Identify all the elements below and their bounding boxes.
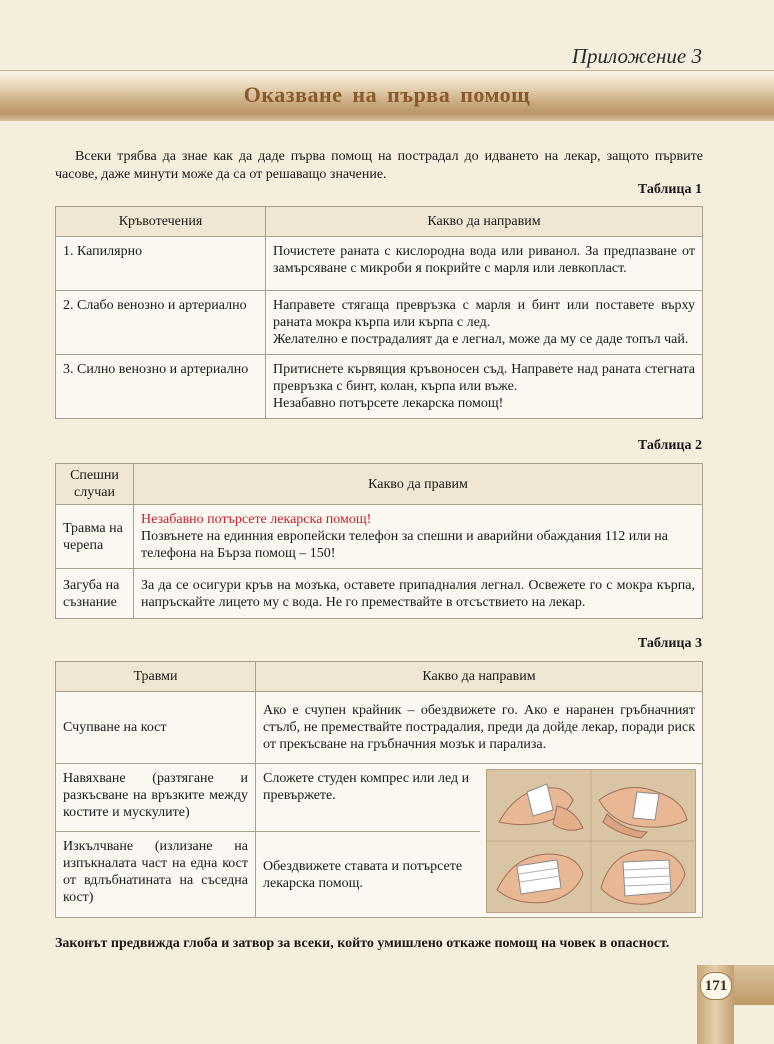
bleeding-action (266, 355, 703, 419)
table-header-row (56, 464, 703, 505)
bleeding-action (266, 237, 703, 291)
column-header: Кръвотечения (56, 207, 266, 237)
bleeding-type: 2. Слабо венозно и артериално (56, 291, 266, 355)
emergency-action (134, 505, 703, 569)
column-header: Какво да направим (266, 207, 703, 237)
action-line: Направете стягаща превръзка с марля и бинт или поставете върху раната мокра кърпа или кърпа с лед. (273, 298, 695, 330)
law-note: Законът предвижда глоба и затвор за всеки, който умишлено откаже помощ на човек в опасност. (55, 936, 670, 951)
column-header: Какво да направим (256, 662, 703, 692)
injury-type: Изкълчване (излизане на изпъкналата част на една кост от вдлъбнатината на съседна кост) (56, 832, 256, 918)
page-number: 171 (700, 972, 732, 1000)
emergency-case: Травма на черепа (56, 505, 134, 569)
table-row (56, 237, 703, 291)
injury-type: Счупване на кост (56, 692, 256, 764)
injury-action: Обездвижете ставата и потърсете лекарска помощ. (256, 832, 480, 918)
table-header-row (56, 207, 703, 237)
table3-caption: Таблица 3 (637, 636, 702, 651)
injury-action: Ако е счупен крайник – обездвижете го. Ако е наранен гръбначният стълб, не премествайте пострадалия, преди да дойде лекар, поради риск от прекъсване на гръбначния мозък и парализа. (256, 692, 703, 764)
table1-caption: Таблица 1 (637, 182, 702, 197)
page-edge-tab (734, 965, 774, 1005)
table3 (55, 661, 703, 918)
bleeding-action (266, 291, 703, 355)
table2 (55, 463, 703, 619)
appendix-label: Приложение 3 (571, 44, 702, 68)
bleeding-type: 3. Силно венозно и артериално (56, 355, 266, 419)
table-row (56, 692, 703, 764)
table-row (56, 291, 703, 355)
column-header: Какво да правим (134, 464, 703, 505)
column-header: Травми (56, 662, 256, 692)
action-line: Почистете раната с кислородна вода или риванол. За предпазване от замърсяване с микроби я покрийте с марля или левкопласт. (273, 244, 695, 276)
bandage-illustration-cell (480, 764, 703, 918)
action-line: Желателно е пострадалият да е легнал, може да му се даде топъл чай. (273, 332, 689, 347)
table-row (56, 355, 703, 419)
table1 (55, 206, 703, 419)
action-text: За да се осигури кръв на мозъка, оставете припадналия легнал. Освежете го с мокра кърпа, напръскайте лицето му с вода. Не го премествайте в отсъствието на лекар. (141, 577, 695, 610)
table-row (56, 764, 703, 832)
action-line: Притиснете кървящия кръвоносен съд. Направете над раната стегната превръзка с бинт, колан, кърпа или въже. (273, 362, 695, 394)
table2-caption: Таблица 2 (637, 438, 702, 453)
page-title: Оказване на първа помощ (243, 82, 531, 107)
emergency-action (134, 569, 703, 619)
bleeding-type: 1. Капилярно (56, 237, 266, 291)
intro-paragraph: Всеки трябва да знае как да даде първа помощ на пострадал до идването на лекар, защото първите часове, даже минути може да са от решаващо значение. (55, 149, 703, 182)
table-header-row (56, 662, 703, 692)
injury-type: Навяхване (разтягане и разкъсване на връзките между костите и мускулите) (56, 764, 256, 832)
table-row (56, 569, 703, 619)
action-line: Незабавно потърсете лекарска помощ! (273, 396, 504, 411)
bandage-icon (487, 770, 695, 912)
bandaging-illustration (486, 769, 696, 913)
emergency-case: Загуба на съзнание (56, 569, 134, 619)
action-text: Позвънете на единния европейски телефон за спешни и аварийни обаждания 112 или на телефона на Бърза помощ – 150! (141, 529, 668, 561)
column-header: Спешни случаи (56, 464, 134, 505)
warning-text: Незабавно потърсете лекарска помощ! (141, 512, 372, 527)
table-row (56, 505, 703, 569)
injury-action: Сложете студен компрес или лед и превържете. (256, 764, 480, 832)
